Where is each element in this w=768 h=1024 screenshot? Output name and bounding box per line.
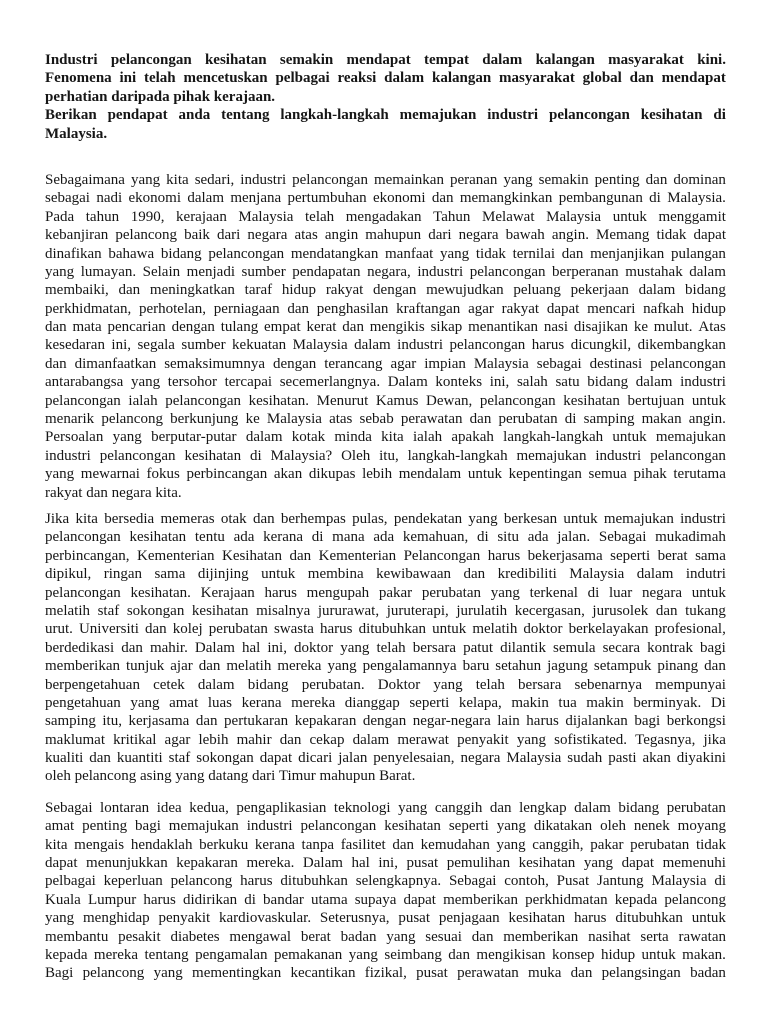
text-line: samping itu, kerjasama dan pertukaran kepakaran dengan negar-negara lain harus dijalankan bagi berkongsi xyxy=(45,713,726,730)
text-line: membaiki, dan meningkatkan taraf hidup rakyat dengan mewujudkan peluang pekerjaan dalam bidang xyxy=(45,282,726,299)
text-line: antarabangsa yang tersohor tercapai secemerlangnya. Dalam konteks ini, salah satu bidang dalam industri xyxy=(45,374,726,391)
text-line: kebanjiran pelancong baik dari negara atas angin mahupun dari negara bawah angin. Memang tidak dapat xyxy=(45,227,726,244)
text-line: yang mewarnai fokus perbincangan akan dikupas lebih mendalam untuk kepentingan semua pihak terutama xyxy=(45,466,726,483)
text-line: berdedikasi dan mahir. Dalam hal ini, doktor yang telah bersara patut dilantik semula secara kontrak bagi xyxy=(45,639,726,656)
text-line: memberikan tunjuk ajar dan melatih mereka yang pengalamannya baru setahun jagung setampuk pinang dan xyxy=(45,658,726,675)
text-line: Industri pelancongan kesihatan semakin mendapat tempat dalam kalangan masyarakat kini. xyxy=(45,52,726,68)
prompt-paragraph-1 xyxy=(45,51,726,106)
essay-prompt xyxy=(45,51,726,143)
text-line: melatih staf sokongan kesihatan misalnya jururawat, juruterapi, jurulatih kecergasan, jurusolek dan tukang xyxy=(45,602,726,619)
text-line: Sebagaimana yang kita sedari, industri pelancongan memainkan peranan yang semakin penting dan dominan xyxy=(45,171,726,188)
essay-paragraph-2 xyxy=(45,510,726,786)
essay-paragraph-1 xyxy=(45,171,726,502)
text-line: Berikan pendapat anda tentang langkah-langkah memajukan industri pelancongan kesihatan di xyxy=(45,107,726,124)
text-line: oleh pelancong asing yang datang dari Timur mahupun Barat. xyxy=(45,768,416,785)
essay-paragraph-3 xyxy=(45,799,726,983)
text-line: Pada tahun 1990, kerajaan Malaysia telah mengadakan Tahun Melawat Malaysia untuk menggamit xyxy=(45,208,726,225)
text-line: Sebagai lontaran idea kedua, pengaplikasian teknologi yang canggih dan lengkap dalam bidang perubatan xyxy=(45,799,726,816)
text-line: perbincangan, Kementerian Kesihatan dan Kementerian Pelancongan harus bekerjasama seperti berat sama xyxy=(45,547,726,564)
text-line: kita mengais hendaklah berkuku kerana tanpa fasilitet dan kemudahan yang canggih, pakar perubatan tidak xyxy=(45,836,726,853)
text-line: Fenomena ini telah mencetuskan pelbagai reaksi dalam kalangan masyarakat global dan mendapat xyxy=(45,70,726,87)
text-line: menarik pelancong berkunjung ke Malaysia atas sebab perawatan dan perubatan di samping makan angin. xyxy=(45,411,726,428)
text-line: Jika kita bersedia memeras otak dan berhempas pulas, pendekatan yang berkesan untuk memajukan industri xyxy=(45,510,726,527)
text-line: pelancongan kesihatan. Kerajaan harus mengupah pakar perubatan yang terkenal di luar negara untuk xyxy=(45,584,726,601)
text-line: dapat menunjukkan kepakaran mereka. Dalam hal ini, pusat pemulihan kesihatan yang dapat memenuhi xyxy=(45,855,726,872)
text-line: dan dimanfaatkan semaksimumnya dengan terancang agar impian Malaysia sebagai destinasi pelancongan xyxy=(45,355,726,372)
text-line: membantu pesakit diabetes mengawal berat badan yang sesuai dan memberikan nasihat serta rawatan xyxy=(45,928,726,945)
prompt-paragraph-2 xyxy=(45,106,726,143)
text-line: dinafikan bahawa bidang pelancongan mendatangkan manfaat yang tidak ternilai dan menjanjikan pulangan xyxy=(45,245,726,262)
text-line: rakyat dan negara kita. xyxy=(45,484,182,501)
text-line: kesedaran ini, segala sumber kekuatan Malaysia dalam industri pelancongan harus dicungkil, dikembangkan xyxy=(45,337,726,354)
text-line: maklumat kritikal agar lebih mahir dan cekap dalam merawat penyakit yang sofistikated. Tegasnya, jika xyxy=(45,731,726,748)
essay-body xyxy=(45,171,726,983)
text-line: dan mata pencarian dengan tulang empat kerat dan mengikis sikap menantikan nasi disajikan ke mulut. Atas xyxy=(45,319,726,336)
text-line: kualiti dan kuantiti staf sokongan dapat dicari jalan penyelesaian, negara Malaysia sudah pasti akan diyakini xyxy=(45,750,726,767)
text-line: Kuala Lumpur harus didirikan di bandar utama supaya dapat memberikan perkhidmatan kepada pelancong xyxy=(45,891,726,908)
text-line: pelancongan kesihatan tentu ada kerana di mana ada kemahuan, di situ ada jalan. Sebagai mukadimah xyxy=(45,529,726,546)
text-line: yang lumayan. Selain menjadi sumber pendapatan negara, industri pelancongan berperanan mustahak dalam xyxy=(45,263,726,280)
text-line: urut. Universiti dan kolej perubatan swasta harus ditubuhkan untuk melatih doktor berkelayakan profesional, xyxy=(45,621,726,638)
text-line: sebagai nadi ekonomi dalam menjana pertumbuhan ekonomi dan memangkinkan pembangunan di Malaysia. xyxy=(45,190,726,207)
text-line: kepada mereka tentang pengamalan pemakanan yang seimbang dan mengikisan konsep hidup untuk makan. xyxy=(45,946,726,963)
text-line: pelbagai keperluan pelancong harus ditubuhkan selengkapnya. Sebagai contoh, Pusat Jantung Malaysia di xyxy=(45,873,726,890)
text-line: yang menghidap penyakit kardiovaskular. Seterusnya, pusat penjagaan kesihatan harus ditubuhkan untuk xyxy=(45,910,726,927)
text-line: perkhidmatan, perhotelan, perniagaan dan penghasilan kraftangan agar rakyat dapat mencari nafkah hidup xyxy=(45,300,726,317)
text-line: industri pelancongan kesihatan di Malaysia? Oleh itu, langkah-langkah memajukan industri pelancongan xyxy=(45,447,726,464)
text-line: pengetahuan yang amat luas kerana mereka dianggap seperti kelapa, makin tua makin berminyak. Di xyxy=(45,694,726,711)
text-line: Persoalan yang berputar-putar dalam kotak minda kita ialah apakah langkah-langkah untuk memajukan xyxy=(45,429,726,446)
text-line: berpengetahuan cetek dalam bidang perubatan. Doktor yang telah bersara sebenarnya mempunyai xyxy=(45,676,726,693)
text-line: pelancongan ialah pelancongan kesihatan. Menurut Kamus Dewan, pelancongan kesihatan bertujuan untuk xyxy=(45,392,726,409)
text-line: dipikul, ringan sama dijinjing untuk membina kewibawaan dan kredibiliti Malaysia dalam indutri xyxy=(45,566,726,583)
text-line: amat penting bagi memajukan industri pelancongan kesihatan seperti yang dikatakan oleh nenek moyang xyxy=(45,818,726,835)
text-line: Bagi pelancong yang mementingkan kecantikan fizikal, pusat perawatan muka dan pelangsingan badan xyxy=(45,965,726,982)
text-line: Malaysia. xyxy=(45,125,108,142)
text-line: perhatian daripada pihak kerajaan. xyxy=(45,88,276,105)
